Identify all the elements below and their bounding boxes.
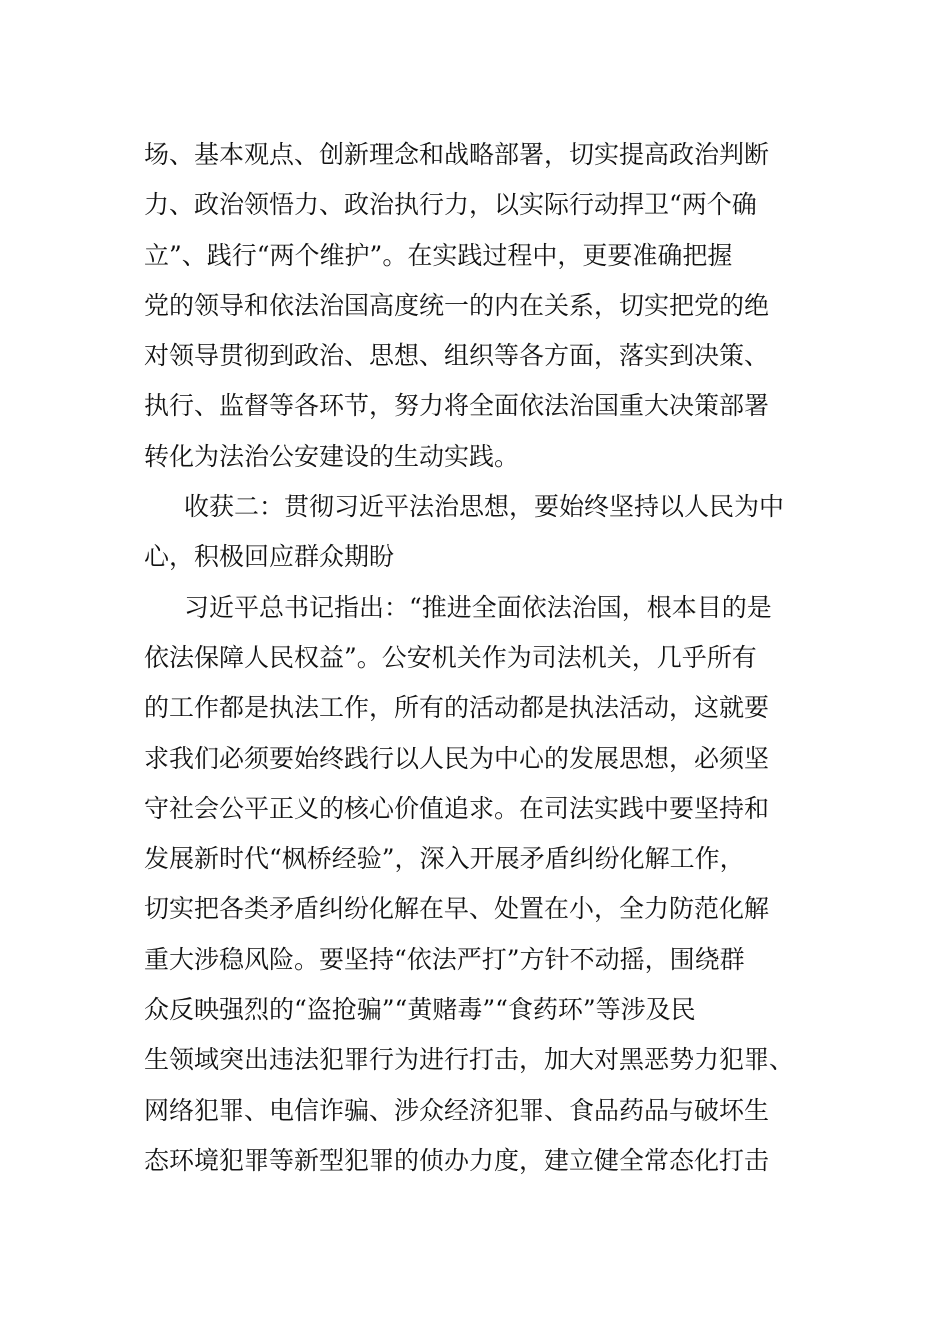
- text-line: 态环境犯罪等新型犯罪的侦办力度，建立健全常态化打击: [144, 1145, 770, 1175]
- text-line: 切实把各类矛盾纠纷化解在早、处置在小，全力防范化解: [144, 894, 770, 924]
- text-line: 求我们必须要始终践行以人民为中心的发展思想，必须坚: [144, 743, 770, 773]
- document-body: [144, 130, 824, 1186]
- text-line: 网络犯罪、电信诈骗、涉众经济犯罪、食品药品与破坏生: [144, 1095, 770, 1125]
- text-line: 依法保障人民权益”。公安机关作为司法机关，几乎所有: [144, 642, 757, 672]
- text-line: 习近平总书记指出：“推进全面依法治国，根本目的是: [184, 592, 772, 622]
- section-heading-line: 心，积极回应群众期盼: [144, 542, 395, 572]
- text-line: 场、基本观点、创新理念和战略部署，切实提高政治判断: [144, 140, 770, 169]
- section-heading-line: 收获二：贯彻习近平法治思想，要始终坚持以人民为中: [184, 492, 785, 522]
- text-line: 众反映强烈的“盗抢骗”“黄赌毒”“食药环”等涉及民: [144, 995, 696, 1025]
- text-line: 转化为法治公安建设的生动实践。: [144, 441, 520, 471]
- text-line: 生领域突出违法犯罪行为进行打击，加大对黑恶势力犯罪、: [144, 1045, 795, 1075]
- text-line: 发展新时代“枫桥经验”，深入开展矛盾纠纷化解工作，: [144, 844, 745, 874]
- text-line: 执行、监督等各环节，努力将全面依法治国重大决策部署: [144, 391, 770, 421]
- text-line: 的工作都是执法工作，所有的活动都是执法活动，这就要: [144, 693, 770, 723]
- text-line: 党的领导和依法治国高度统一的内在关系，切实把党的绝: [144, 290, 770, 320]
- text-line: 守社会公平正义的核心价值追求。在司法实践中要坚持和: [144, 793, 770, 823]
- text-line: 力、政治领悟力、政治执行力，以实际行动捍卫“两个确: [144, 190, 757, 220]
- text-line: 立”、践行“两个维护”。在实践过程中，更要准确把握: [144, 240, 733, 270]
- text-line: 重大涉稳风险。要坚持“依法严打”方针不动摇，围绕群: [144, 944, 745, 974]
- text-line: 对领导贯彻到政治、思想、组织等各方面，落实到决策、: [144, 341, 770, 371]
